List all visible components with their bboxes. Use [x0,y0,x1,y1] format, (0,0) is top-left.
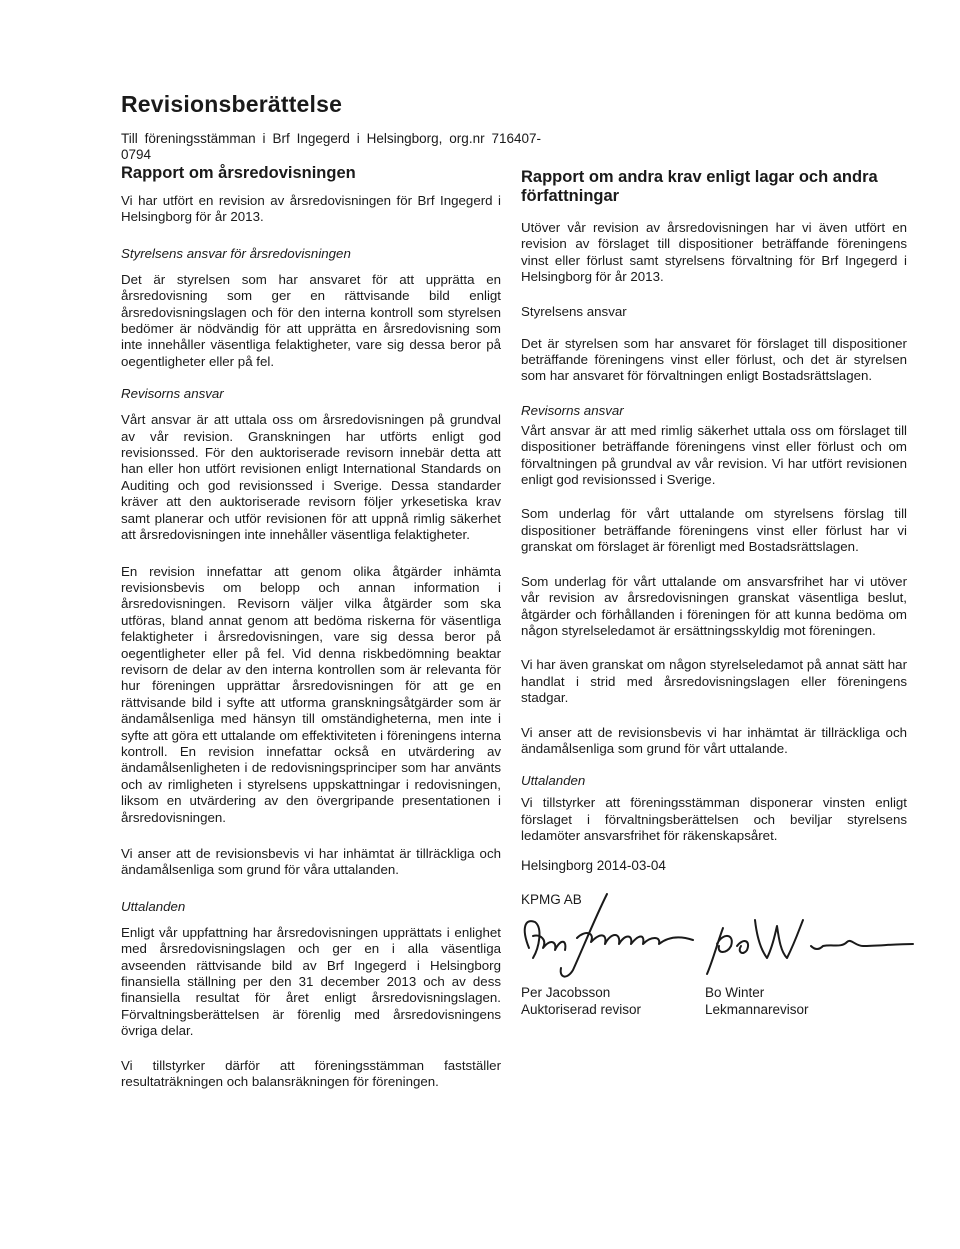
audit-firm: KPMG AB [521,892,582,907]
subheading-auditor-responsibility: Revisorns ansvar [121,386,224,402]
subheading-statements-right: Uttalanden [521,773,586,789]
right-auditor-text-5: Vi anser att de revisionsbevis vi har inhämtat är tillräckliga och ändamålsenliga som grund för vårt uttalande. [521,724,907,756]
right-column [521,168,907,861]
right-auditor-text-4: Vi har även granskat om någon styrelseledamot på annat sätt har handlat i strid med årsredovisningslagen eller föreningens stadgar. [521,657,907,706]
statements-text-2: Vi tillstyrker därför att föreningsstämman fastställer resultaträkningen och balansräkningen för föreningen. [121,1057,501,1090]
right-auditor-text-2: Som underlag för vårt uttalande om styrelsens förslag till dispositioner beträffande föreningens vinst eller förlust har vi granskat om förslaget är förenligt med Bostadsrättslagen. [521,506,907,555]
subheading-statements: Uttalanden [121,898,186,914]
addressee-line: Till föreningsstämman i Brf Ingegerd i Helsingborg, org.nr 716407-0794 [121,131,541,163]
subheading-board-responsibility: Styrelsens ansvar för årsredovisningen [121,245,351,261]
place-and-date: Helsingborg 2014-03-04 [521,858,666,873]
subheading-board-responsibility-right: Styrelsens ansvar [521,303,627,319]
signature-block [521,858,921,1028]
document-title: Revisionsberättelse [121,91,343,117]
signer-2-name: Bo Winter [705,985,765,1000]
auditor-responsibility-text-1: Vårt ansvar är att uttala oss om årsredovisningen på grundval av vår revision. Granskningen har utförts enligt god revisionssed. För den auktoriserade revisorn innebär detta att han eller hon utfört revisionen enligt International Standards on Auditing och god revisionssed i Sverige. Dessa standarder kräver att den auktoriserade revisorn följer yrkesetiska krav samt planerar och utför revisionen för att uppnå rimlig säkerhet att årsredovisningen inte innehåller väsentliga felaktigheter. [121,412,501,543]
section-heading-other-requirements: Rapport om andra krav enligt lagar och andra författningar [521,168,878,205]
signer-bo-winter [705,984,809,1018]
right-statements-text: Vi tillstyrker att föreningsstämman disponerar vinsten enligt förslaget i förvaltningsberättelsen och beviljar styrelsens ledamöter ansvarsfrihet för räkenskapsåret. [521,795,907,844]
statements-text-1: Enligt vår uppfattning har årsredovisningen upprättats i enlighet med årsredovisningslagen och ger en i alla väsentliga avseenden rättvisande bild av Brf Ingegerd i Helsingborg finansiella ställning per den 31 december 2013 och av dess finansiella resultat för året enligt årsredovisningslagen. Förvaltningsberättelsen är förenlig med årsredovisningens övriga delar. [121,924,501,1039]
signer-2-role: Lekmannarevisor [705,1002,809,1017]
right-auditor-text-3: Som underlag för vårt uttalande om ansvarsfrihet har vi utöver vår revision av årsredovisningen granskat väsentliga beslut, åtgärder och förhållanden i föreningen för att kunna bedöma om någon styrelseledamot är ersättningsskyldig mot föreningen. [521,573,907,638]
auditor-responsibility-text-3: Vi anser att de revisionsbevis vi har inhämtat är tillräckliga och ändamålsenliga som grund för våra uttalanden. [121,846,501,878]
subheading-auditor-responsibility-right: Revisorns ansvar [521,402,624,418]
signer-1-role: Auktoriserad revisor [521,1002,642,1017]
board-responsibility-text: Det är styrelsen som har ansvaret för att upprätta en årsredovisning som ger en rättvisande bild enligt årsredovisningslagen och för den interna kontroll som styrelsen bedömer är nödvändig för att upprätta en årsredovisning som inte innehåller väsentliga felaktigheter, vare sig dessa beror på oegentligheter eller på fel. [121,271,501,369]
signer-1-name: Per Jacobsson [521,985,611,1000]
signer-per-jacobsson [521,984,641,1018]
right-board-responsibility-text: Det är styrelsen som har ansvaret för förslaget till dispositioner beträffande föreningens vinst eller förlust, och det är styrelsen som har ansvaret för förvaltningen enligt Bostadsrättslagen. [521,335,907,384]
right-auditor-text-1: Vårt ansvar är att med rimlig säkerhet uttala oss om förslaget till dispositioner beträffande föreningens vinst eller förlust och om förvaltningen på grundval av vår revision. Vi har utfört revisionen enligt god revisionssed i Sverige. [521,422,907,488]
auditor-responsibility-text-2: En revision innefattar att genom olika åtgärder inhämta revisionsbevis om belopp och annan information i årsredovisningen. Revisorn väljer vilka åtgärder som ska utföras, bland annat genom att bedöma riskerna för väsentliga felaktigheter i årsredovisningen, vare sig dessa beror på oegentligheter eller på fel. Vid denna riskbedömning beaktar revisorn de delar av den interna kontrollen som är relevanta för hur föreningen upprättar årsredovisningen för att ge en rättvisande bild i syfte att utforma granskningsåtgärder som är ändamålsenliga med hänsyn till omständigheterna, men inte i syfte att göra ett uttalande om effektiviteten i föreningens interna kontroll. En revision innefattar också en utvärdering av ändamålsenligheten i de redovisningsprinciper som har använts och av rimligheten i styrelsens uppskattningar i redovisningen, liksom en utvärdering av den övergripande presentationen i årsredovisningen. [121,563,501,825]
handwritten-signatures [511,888,931,988]
intro-paragraph: Vi har utfört en revision av årsredovisningen för Brf Ingegerd i Helsingborg för år 2013. [121,193,501,225]
left-column [121,164,501,1106]
right-intro-paragraph: Utöver vår revision av årsredovisningen har vi även utfört en revision av förslaget till dispositioner beträffande föreningens vinst eller förlust samt styrelsens förvaltning för Brf Ingegerd i Helsingborg för år 2013. [521,220,907,285]
section-heading-annual-report: Rapport om årsredovisningen [121,164,356,182]
